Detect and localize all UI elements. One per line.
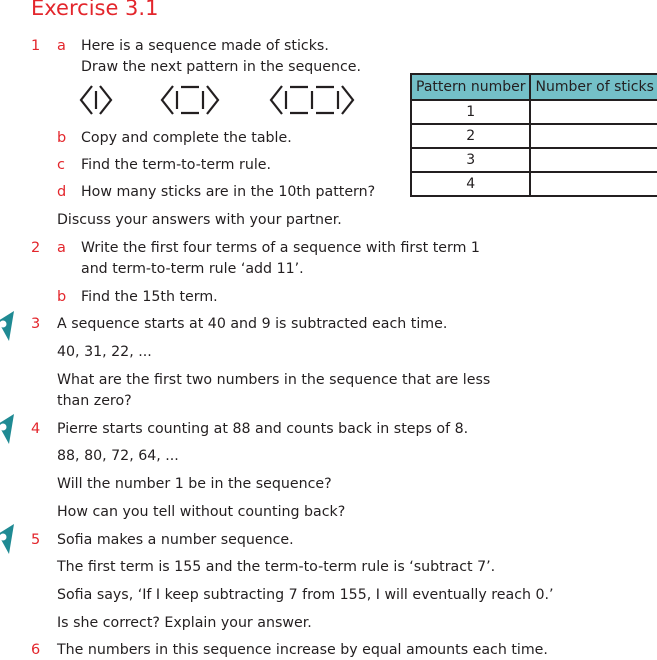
question-text: 40, 31, 22, ... xyxy=(57,344,152,360)
thinking-icon xyxy=(0,524,16,554)
question-text: Will the number 1 be in the sequence? xyxy=(57,476,332,492)
question-text: and term-to-term rule ‘add 11’. xyxy=(81,261,304,277)
table-row: 3 xyxy=(411,148,657,172)
question-text: A sequence starts at 40 and 9 is subtracted each time. xyxy=(57,316,448,332)
question-number: 1 xyxy=(31,38,41,54)
discuss-text: Discuss your answers with your partner. xyxy=(57,212,342,228)
exercise-title: Exercise 3.1 xyxy=(31,0,159,20)
question-text: Find the 15th term. xyxy=(81,289,218,305)
question-text: Sofia makes a number sequence. xyxy=(57,532,294,548)
question-text: How many sticks are in the 10th pattern? xyxy=(81,184,376,200)
question-text: Here is a sequence made of sticks. xyxy=(81,38,329,54)
question-text: The first term is 155 and the term-to-term rule is ‘subtract 7’. xyxy=(57,559,496,575)
question-text: than zero? xyxy=(57,393,132,409)
table-row: 4 xyxy=(411,172,657,196)
question-text: Copy and complete the table. xyxy=(81,130,292,146)
part-label: a xyxy=(57,38,66,54)
question-text: Draw the next pattern in the sequence. xyxy=(81,59,362,75)
question-number: 2 xyxy=(31,240,41,256)
table-header: Number of sticks xyxy=(530,74,657,100)
question-text: 88, 80, 72, 64, ... xyxy=(57,448,179,464)
question-text: Write the first four terms of a sequence with first term 1 xyxy=(81,240,480,256)
question-text: Pierre starts counting at 88 and counts back in steps of 8. xyxy=(57,421,469,437)
thinking-icon xyxy=(0,311,16,341)
question-text: Is she correct? Explain your answer. xyxy=(57,615,312,631)
question-number: 3 xyxy=(31,316,41,332)
question-text: What are the first two numbers in the sequence that are less xyxy=(57,372,491,388)
question-text: Sofia says, ‘If I keep subtracting 7 from 155, I will eventually reach 0.’ xyxy=(57,587,554,603)
part-label: c xyxy=(57,157,65,173)
table-row: 2 xyxy=(411,124,657,148)
pattern-3 xyxy=(271,86,353,114)
pattern-table xyxy=(410,73,657,197)
question-text: The numbers in this sequence increase by equal amounts each time. xyxy=(57,642,548,658)
pattern-2 xyxy=(162,86,218,114)
stick-patterns xyxy=(78,83,378,119)
part-label: d xyxy=(57,184,67,200)
part-label: a xyxy=(57,240,66,256)
question-text: How can you tell without counting back? xyxy=(57,504,346,520)
question-number: 5 xyxy=(31,532,41,548)
thinking-icon xyxy=(0,414,16,444)
part-label: b xyxy=(57,130,67,146)
pattern-1 xyxy=(81,86,111,114)
question-number: 6 xyxy=(31,642,41,658)
question-number: 4 xyxy=(31,421,41,437)
table-row: 1 xyxy=(411,100,657,124)
part-label: b xyxy=(57,289,67,305)
table-header: Pattern number xyxy=(411,74,530,100)
question-text: Find the term-to-term rule. xyxy=(81,157,272,173)
